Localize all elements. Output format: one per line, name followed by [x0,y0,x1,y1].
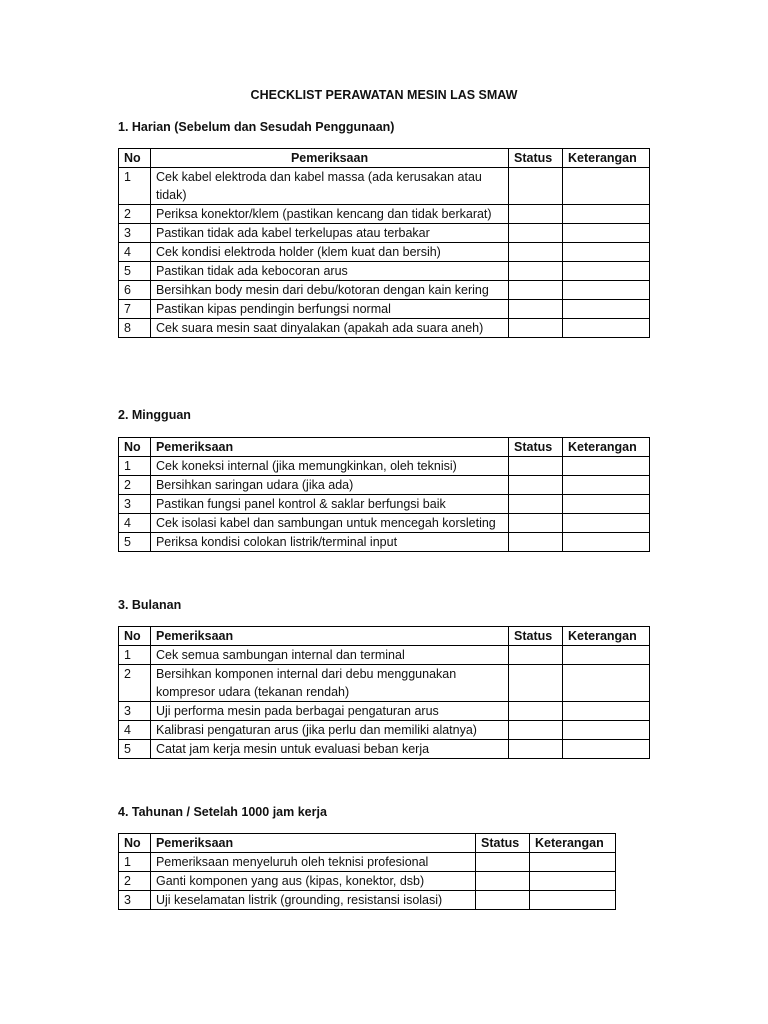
table-bulanan [118,626,650,759]
header-no: No [119,438,151,457]
table-header-row [119,438,650,457]
table-harian [118,148,650,338]
note-cell[interactable] [562,476,649,495]
note-cell[interactable] [563,224,650,243]
header-status: Status [509,627,563,646]
status-cell[interactable] [509,476,563,495]
table-header-row [119,149,650,168]
table-row [119,891,616,910]
table-row [119,514,650,533]
row-no: 2 [119,205,151,224]
row-check: Cek kabel elektroda dan kabel massa (ada kerusakan atau tidak) [150,168,508,205]
status-cell[interactable] [509,646,563,665]
header-pemeriksaan: Pemeriksaan [150,834,475,853]
row-check: Pastikan kipas pendingin berfungsi normal [150,300,508,319]
note-cell[interactable] [563,319,650,338]
header-keterangan: Keterangan [563,149,650,168]
status-cell[interactable] [509,168,563,205]
status-cell[interactable] [509,702,563,721]
table-row [119,205,650,224]
row-no: 3 [119,702,151,721]
table-row [119,281,650,300]
row-no: 8 [119,319,151,338]
row-no: 3 [119,891,151,910]
row-no: 1 [119,457,151,476]
header-pemeriksaan: Pemeriksaan [150,149,508,168]
status-cell[interactable] [509,721,563,740]
table-row [119,224,650,243]
note-cell[interactable] [563,740,650,759]
status-cell[interactable] [476,872,530,891]
table-row [119,853,616,872]
table-row [119,476,650,495]
header-status: Status [476,834,530,853]
row-no: 4 [119,243,151,262]
status-cell[interactable] [476,853,530,872]
note-cell[interactable] [563,243,650,262]
status-cell[interactable] [509,205,563,224]
table-row [119,457,650,476]
note-cell[interactable] [563,281,650,300]
row-no: 5 [119,262,151,281]
table-row [119,300,650,319]
note-cell[interactable] [563,168,650,205]
note-cell[interactable] [563,205,650,224]
status-cell[interactable] [509,514,563,533]
header-no: No [119,834,151,853]
row-check: Pastikan tidak ada kebocoran arus [150,262,508,281]
header-keterangan: Keterangan [563,627,650,646]
row-check: Periksa kondisi colokan listrik/terminal input [150,533,508,552]
header-keterangan: Keterangan [529,834,615,853]
table-row [119,495,650,514]
row-no: 6 [119,281,151,300]
status-cell[interactable] [509,740,563,759]
header-no: No [119,627,151,646]
row-no: 2 [119,872,151,891]
note-cell[interactable] [563,702,650,721]
table-row [119,702,650,721]
row-check: Kalibrasi pengaturan arus (jika perlu dan memiliki alatnya) [150,721,508,740]
table-row [119,243,650,262]
row-check: Bersihkan komponen internal dari debu menggunakan kompresor udara (tekanan rendah) [150,665,508,702]
table-row [119,665,650,702]
status-cell[interactable] [509,243,563,262]
row-check: Pemeriksaan menyeluruh oleh teknisi profesional [150,853,475,872]
section-title-bulanan: 3. Bulanan [118,598,182,612]
note-cell[interactable] [529,891,615,910]
table-row [119,262,650,281]
note-cell[interactable] [563,721,650,740]
row-check: Bersihkan body mesin dari debu/kotoran dengan kain kering [150,281,508,300]
row-no: 5 [119,533,151,552]
row-check: Cek semua sambungan internal dan terminal [150,646,508,665]
note-cell[interactable] [562,533,649,552]
row-no: 1 [119,168,151,205]
table-row [119,646,650,665]
note-cell[interactable] [529,853,615,872]
header-status: Status [509,149,563,168]
row-check: Cek kondisi elektroda holder (klem kuat dan bersih) [150,243,508,262]
note-cell[interactable] [563,262,650,281]
note-cell[interactable] [563,665,650,702]
table-header-row [119,834,616,853]
note-cell[interactable] [562,457,649,476]
note-cell[interactable] [563,300,650,319]
row-check: Ganti komponen yang aus (kipas, konektor, dsb) [150,872,475,891]
status-cell[interactable] [509,319,563,338]
row-check: Pastikan tidak ada kabel terkelupas atau terbakar [150,224,508,243]
row-no: 2 [119,476,151,495]
note-cell[interactable] [562,495,649,514]
header-keterangan: Keterangan [562,438,649,457]
header-status: Status [509,438,563,457]
status-cell[interactable] [509,533,563,552]
header-no: No [119,149,151,168]
table-row [119,168,650,205]
status-cell[interactable] [509,224,563,243]
status-cell[interactable] [509,300,563,319]
row-no: 4 [119,721,151,740]
row-check: Uji performa mesin pada berbagai pengaturan arus [150,702,508,721]
row-check: Pastikan fungsi panel kontrol & saklar berfungsi baik [150,495,508,514]
note-cell[interactable] [562,514,649,533]
table-row [119,721,650,740]
section-title-tahunan: 4. Tahunan / Setelah 1000 jam kerja [118,805,327,819]
note-cell[interactable] [529,872,615,891]
row-no: 1 [119,853,151,872]
row-no: 1 [119,646,151,665]
status-cell[interactable] [509,262,563,281]
row-check: Uji keselamatan listrik (grounding, resistansi isolasi) [150,891,475,910]
row-check: Cek isolasi kabel dan sambungan untuk mencegah korsleting [150,514,508,533]
table-row [119,533,650,552]
row-no: 3 [119,224,151,243]
row-check: Periksa konektor/klem (pastikan kencang dan tidak berkarat) [150,205,508,224]
row-check: Cek suara mesin saat dinyalakan (apakah ada suara aneh) [150,319,508,338]
header-pemeriksaan: Pemeriksaan [150,627,508,646]
table-tahunan [118,833,616,910]
status-cell[interactable] [509,495,563,514]
row-check: Bersihkan saringan udara (jika ada) [150,476,508,495]
table-header-row [119,627,650,646]
row-no: 7 [119,300,151,319]
document-title: CHECKLIST PERAWATAN MESIN LAS SMAW [250,88,518,102]
row-check: Catat jam kerja mesin untuk evaluasi beban kerja [150,740,508,759]
status-cell[interactable] [509,281,563,300]
status-cell[interactable] [509,665,563,702]
row-no: 3 [119,495,151,514]
section-title-harian: 1. Harian (Sebelum dan Sesudah Penggunaan) [118,120,395,134]
row-no: 4 [119,514,151,533]
row-check: Cek koneksi internal (jika memungkinkan, oleh teknisi) [150,457,508,476]
table-mingguan [118,437,650,552]
table-row [119,872,616,891]
status-cell[interactable] [476,891,530,910]
row-no: 5 [119,740,151,759]
header-pemeriksaan: Pemeriksaan [150,438,508,457]
status-cell[interactable] [509,457,563,476]
row-no: 2 [119,665,151,702]
table-row [119,319,650,338]
section-title-mingguan: 2. Mingguan [118,408,191,422]
table-row [119,740,650,759]
note-cell[interactable] [563,646,650,665]
